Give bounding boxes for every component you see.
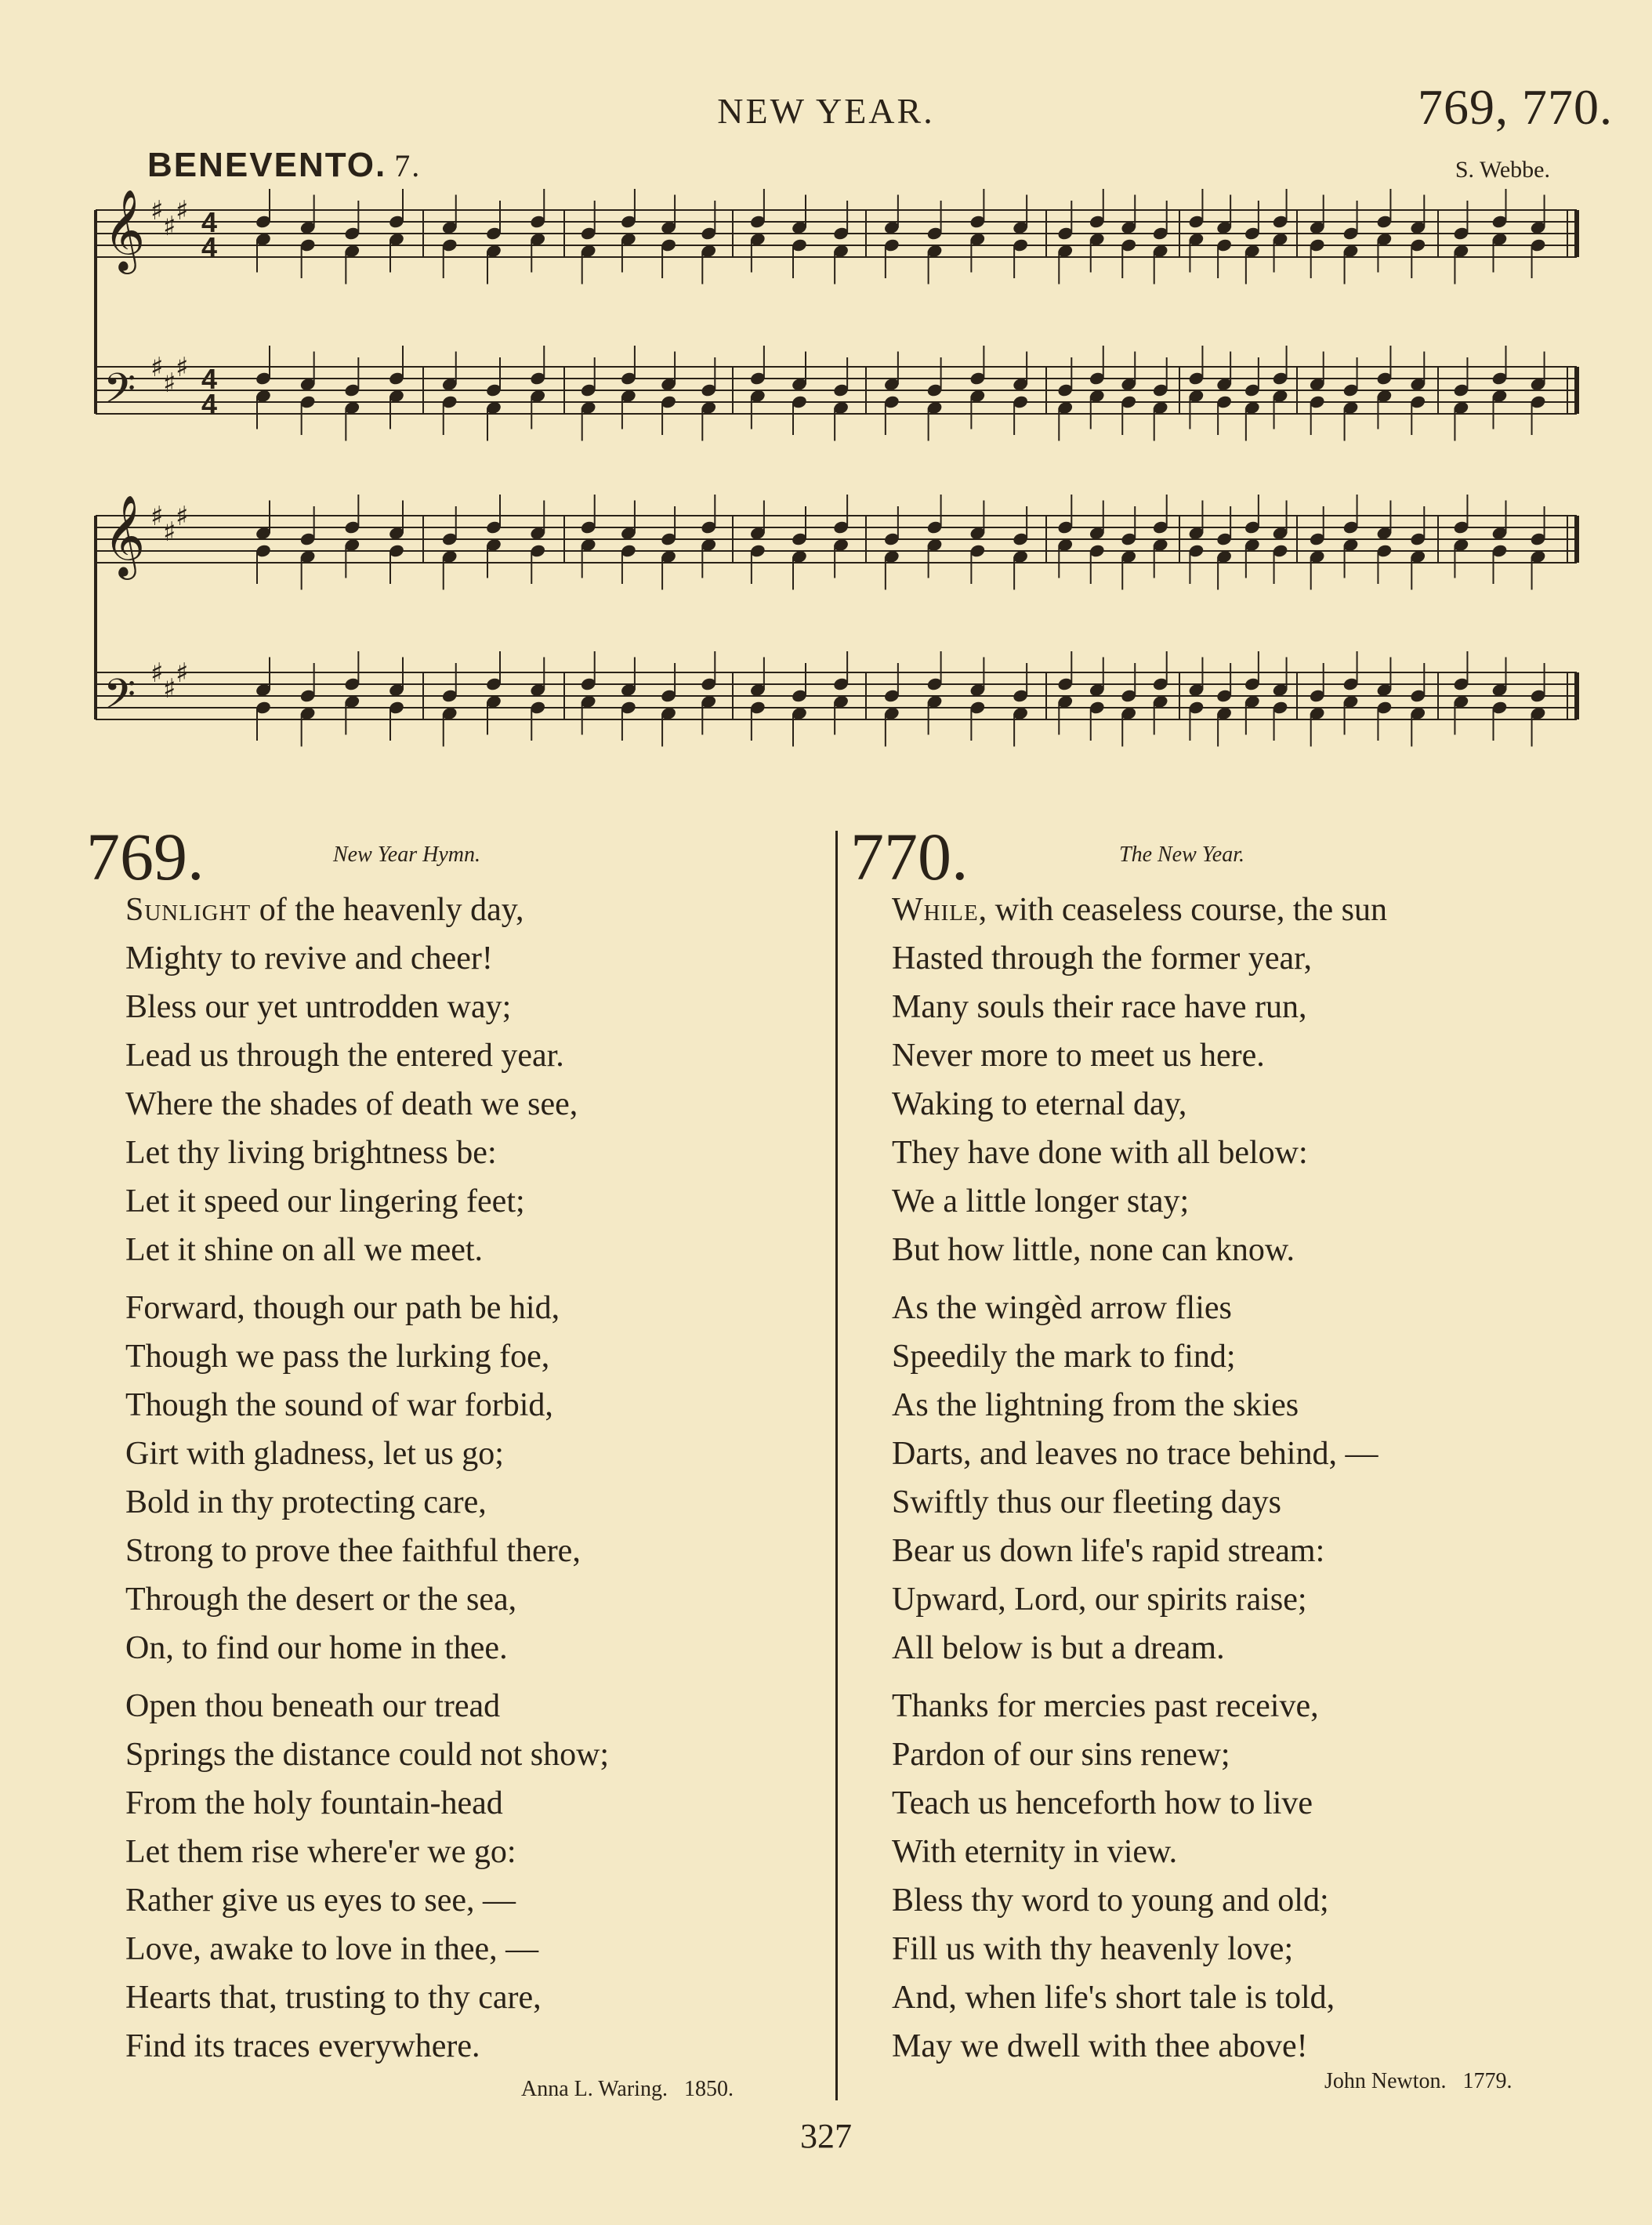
verse-line: Thanks for mercies past receive, (892, 1688, 1319, 1724)
verse-line (892, 886, 1387, 934)
sharp-icon: ♯ (163, 516, 176, 548)
verse-line: Strong to prove thee faithful there, (125, 1533, 581, 1569)
verse-line: Never more to meet us here. (892, 1038, 1265, 1074)
verse-line: Find its traces everywhere. (125, 2028, 480, 2064)
verse-line: Through the desert or the sea, (125, 1582, 517, 1618)
hymn-769-heading (86, 819, 205, 894)
time-signature-bottom: 4 (201, 388, 218, 420)
verse-line: And, when life's short tale is told, (892, 1980, 1335, 2016)
verse-line: Though the sound of war forbid, (125, 1387, 553, 1423)
verse-line: Bless our yet untrodden way; (125, 989, 512, 1025)
hymn-770-text (892, 886, 1387, 2071)
verse-line: They have done with all below: (892, 1135, 1308, 1171)
first-word: Sunlight (125, 892, 252, 928)
bass-clef-icon: 𝄢 (103, 671, 136, 729)
bass-clef-icon: 𝄢 (103, 365, 136, 423)
verse-line: From the holy fountain-head (125, 1785, 503, 1821)
verse-line: Hasted through the former year, (892, 940, 1312, 977)
verse-line: Upward, Lord, our spirits raise; (892, 1582, 1307, 1618)
verse-line: Open thou beneath our tread (125, 1688, 501, 1724)
verse-line: Darts, and leaves no trace behind, — (892, 1436, 1378, 1472)
verse-line: Many souls their race have run, (892, 989, 1307, 1025)
tune-meter: 7. (394, 148, 422, 183)
time-signature-bottom: 4 (201, 231, 218, 263)
verse-line: As the wingèd arrow flies (892, 1290, 1232, 1326)
verse-line: Waking to eternal day, (892, 1086, 1187, 1122)
first-word: While (892, 892, 979, 928)
time-signature-top: 4 (201, 206, 218, 238)
verse-line: Bold in thy protecting care, (125, 1484, 487, 1520)
sharp-icon: ♯ (150, 501, 164, 532)
column-divider (835, 831, 838, 2100)
sharp-icon: ♯ (163, 211, 176, 242)
sharp-icon: ♯ (150, 658, 164, 689)
hymn-770-heading (850, 819, 969, 894)
verse-line: Let it speed our lingering feet; (125, 1183, 525, 1219)
hymn-number: 769. (86, 819, 205, 894)
verse-line: Girt with gladness, let us go; (125, 1436, 504, 1472)
verse-line: Bear us down life's rapid stream: (892, 1533, 1325, 1569)
sharp-icon: ♯ (176, 658, 189, 689)
verse-line: Rather give us eyes to see, — (125, 1883, 516, 1919)
hymn-title: New Year Hymn. (333, 843, 480, 867)
verse-line: Swiftly thus our fleeting days (892, 1484, 1281, 1520)
verse-line: We a little longer stay; (892, 1183, 1190, 1219)
verse-line: Forward, though our path be hid, (125, 1290, 560, 1326)
hymn-title: The New Year. (1119, 843, 1245, 867)
hymn-number: 770. (850, 819, 969, 894)
sharp-icon: ♯ (176, 352, 189, 383)
verse-line: All below is but a dream. (892, 1630, 1225, 1666)
hymn-770-credit (1324, 2069, 1513, 2094)
verse-line: Fill us with thy heavenly love; (892, 1931, 1294, 1967)
verse-line: Though we pass the lurking foe, (125, 1339, 550, 1375)
verse-line (125, 886, 609, 934)
verse-line: Lead us through the entered year. (125, 1038, 564, 1074)
sharp-icon: ♯ (176, 195, 189, 226)
verse-line: Hearts that, trusting to thy care, (125, 1980, 542, 2016)
author: John Newton. (1324, 2069, 1447, 2093)
hymn-769-text (125, 886, 609, 2071)
verse-line: Speedily the mark to find; (892, 1339, 1236, 1375)
verse-line: Let it shine on all we meet. (125, 1232, 484, 1268)
tune-name: BENEVENTO. (147, 146, 387, 184)
first-line-rest: of the heavenly day, (251, 892, 524, 928)
hymn-769-credit (521, 2077, 734, 2102)
verse-line: Love, awake to love in thee, — (125, 1931, 539, 1967)
year: 1850. (683, 2077, 734, 2101)
running-head: NEW YEAR. (717, 91, 935, 131)
verse-line: But how little, none can know. (892, 1232, 1295, 1268)
verse-line: Let them rise where'er we go: (125, 1834, 516, 1870)
time-signature-top: 4 (201, 363, 218, 395)
verse-line: As the lightning from the skies (892, 1387, 1299, 1423)
verse-line: Springs the distance could not show; (125, 1737, 610, 1773)
sharp-icon: ♯ (163, 673, 176, 705)
page-number: 327 (800, 2117, 852, 2155)
verse-line: Bless thy word to young and old; (892, 1883, 1329, 1919)
hymn-range: 769, 770. (1418, 79, 1613, 135)
author: Anna L. Waring. (521, 2077, 668, 2101)
verse-line: Teach us henceforth how to live (892, 1785, 1313, 1821)
sharp-icon: ♯ (150, 195, 164, 226)
verse-line: Let thy living brightness be: (125, 1135, 497, 1171)
verse-line: Where the shades of death we see, (125, 1086, 578, 1122)
music-score (0, 0, 1652, 792)
verse-line: With eternity in view. (892, 1834, 1178, 1870)
sharp-icon: ♯ (163, 368, 176, 399)
verse-line: Mighty to revive and cheer! (125, 940, 493, 977)
first-line-rest: , with ceaseless course, the sun (978, 892, 1388, 928)
treble-clef-icon: 𝄞 (103, 495, 146, 577)
sharp-icon: ♯ (176, 501, 189, 532)
year: 1779. (1462, 2069, 1513, 2093)
sharp-icon: ♯ (150, 352, 164, 383)
treble-clef-icon: 𝄞 (103, 189, 146, 271)
verse-line: May we dwell with thee above! (892, 2028, 1308, 2064)
composer: S. Webbe. (1455, 157, 1550, 183)
verse-line: On, to find our home in thee. (125, 1630, 508, 1666)
verse-line: Pardon of our sins renew; (892, 1737, 1230, 1773)
